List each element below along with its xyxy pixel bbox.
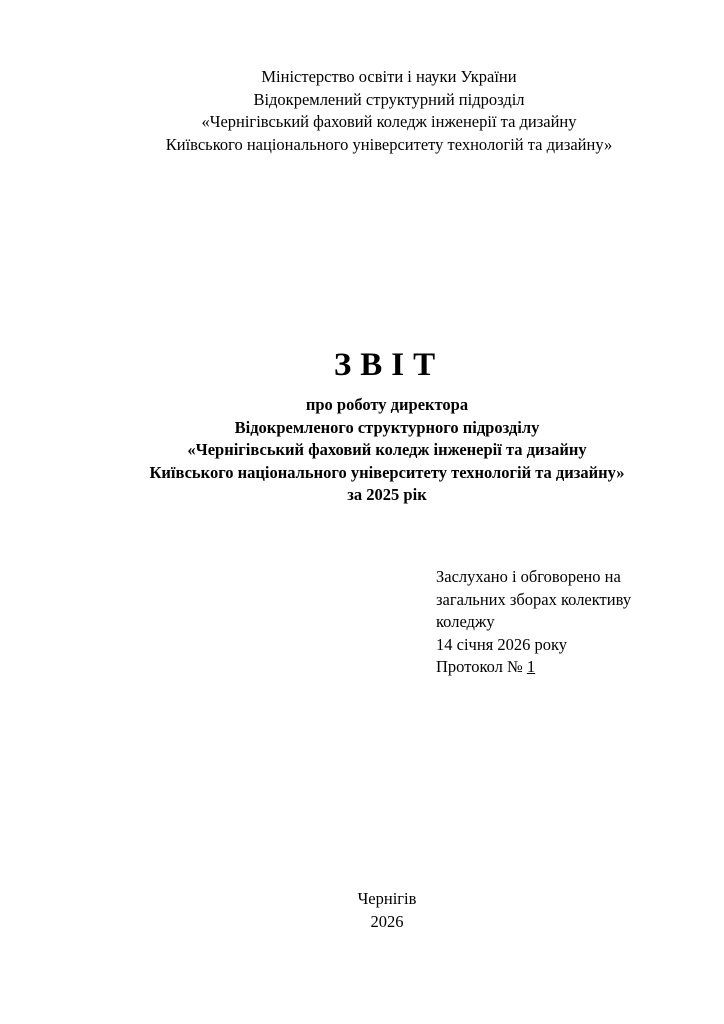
subtitle-line-3: «Чернігівський фаховий коледж інженерії та дизайну — [187, 440, 587, 459]
document-footer — [0, 888, 724, 933]
document-subtitle — [0, 394, 724, 507]
protocol-label: Протокол № — [436, 657, 527, 676]
approval-block — [436, 566, 631, 679]
university-name-line: Київського національного університету технологій та дизайну» — [165, 134, 613, 154]
approval-line-1: Заслухано і обговорено на — [436, 567, 621, 586]
college-name-line: «Чернігівський фаховий коледж інженерії та дизайну — [201, 112, 577, 131]
protocol-number: 1 — [526, 657, 536, 676]
document-title: ЗВІТ — [333, 347, 445, 383]
city: Чернігів — [357, 889, 417, 908]
subtitle-line-2: Відокремленого структурного підрозділу — [234, 417, 540, 437]
approval-date: 14 січня 2026 року — [436, 634, 568, 654]
subdivision-line: Відокремлений структурний підрозділ — [253, 89, 525, 109]
document-header — [0, 66, 724, 156]
approval-line-3: коледжу — [436, 612, 495, 631]
ministry-line: Міністерство освіти і науки України — [261, 67, 517, 86]
subtitle-line-1: про роботу директора — [305, 395, 469, 414]
report-year-line: за 2025 рік — [347, 485, 427, 504]
approval-line-2: загальних зборах колективу — [436, 589, 632, 609]
subtitle-line-4: Київського національного університету технологій та дизайну» — [149, 462, 625, 482]
protocol-line — [436, 656, 631, 679]
year: 2026 — [370, 911, 404, 931]
